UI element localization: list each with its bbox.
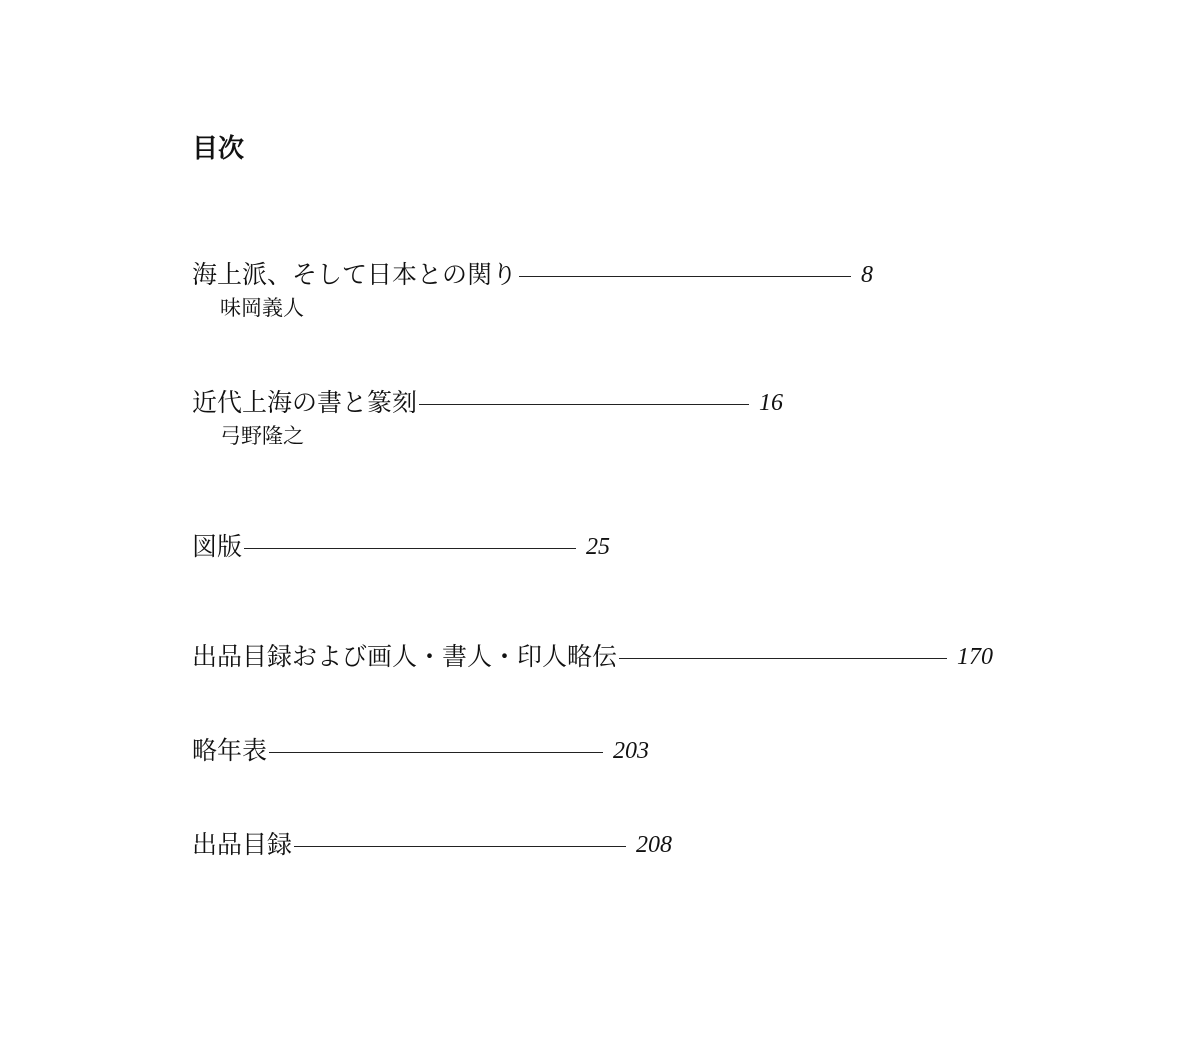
toc-entry-title: 海上派、そして日本との関り	[192, 260, 518, 289]
toc-entry	[192, 530, 610, 564]
toc-leader-line	[294, 846, 626, 847]
toc-entry-line	[192, 828, 672, 862]
toc-entry-author: 味岡義人	[220, 296, 304, 320]
toc-entry	[192, 828, 672, 862]
toc-entry-author: 弓野隆之	[220, 424, 304, 448]
toc-leader-line	[244, 548, 576, 549]
toc-leader-line	[419, 404, 749, 405]
toc-page-number: 170	[957, 644, 994, 670]
toc-entry-title: 出品目録および画人・書人・印人略伝	[192, 642, 618, 671]
toc-leader-line	[269, 752, 603, 753]
toc-page-number: 208	[636, 832, 673, 858]
toc-entry-line	[192, 640, 993, 674]
toc-entry	[192, 640, 993, 674]
toc-entry-line	[192, 386, 783, 420]
toc-entry	[192, 386, 783, 450]
toc-entry-line	[192, 734, 649, 768]
toc-entry-title: 近代上海の書と篆刻	[192, 388, 418, 417]
toc-leader-line	[519, 276, 851, 277]
toc-page-number: 8	[861, 262, 874, 288]
toc-entry-line	[192, 530, 610, 564]
toc-entry-title: 図版	[192, 532, 243, 561]
toc-page-number: 16	[759, 390, 784, 416]
toc-entry-title: 略年表	[192, 736, 268, 765]
toc-page-number: 203	[613, 738, 650, 764]
toc-entry-line	[192, 258, 873, 292]
toc-leader-line	[619, 658, 947, 659]
toc-entry-title: 出品目録	[192, 830, 293, 859]
page-title: 目次	[192, 134, 245, 164]
toc-entry	[192, 258, 873, 322]
toc-entry	[192, 734, 649, 768]
toc-page-number: 25	[586, 534, 611, 560]
